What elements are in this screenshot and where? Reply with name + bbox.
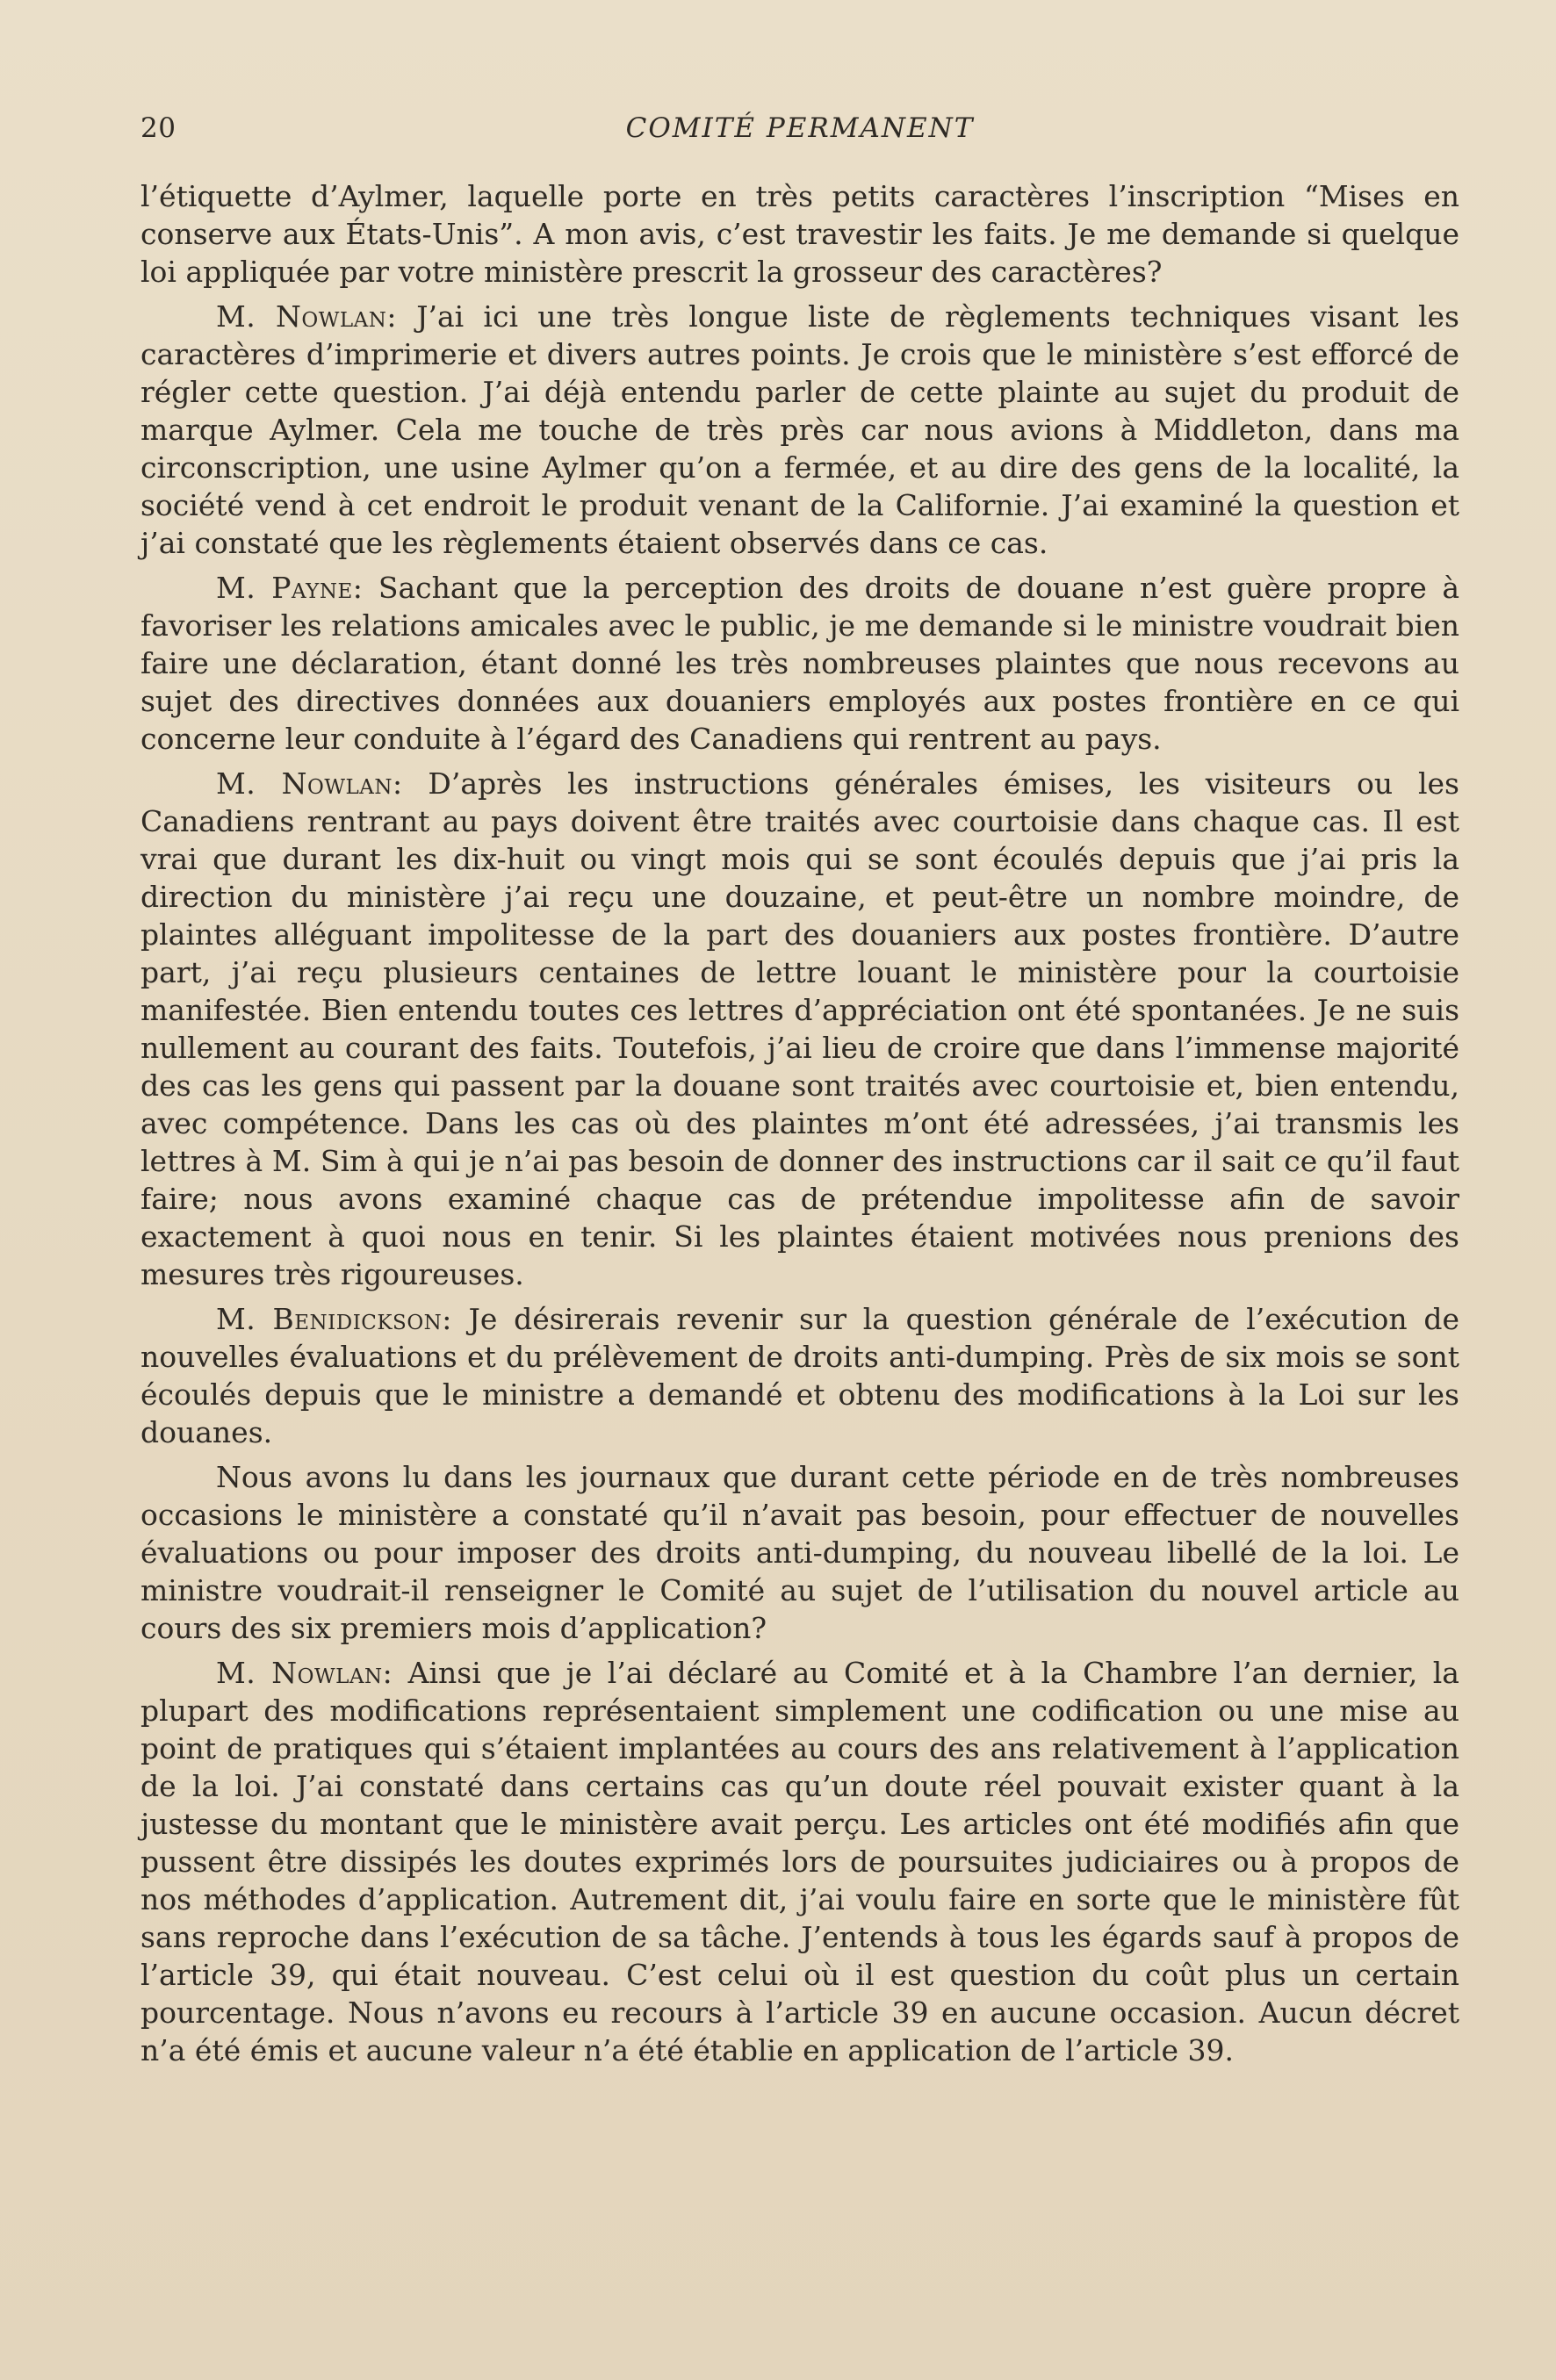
paragraph-1-text: l’étiquette d’Aylmer, laquelle porte en très petits caractères l’inscription “Mises en conserve aux États-Unis”. A mon avis, c’est travestir les faits. Je me demande si quelque loi appliquée par votre ministère prescrit la grosseur des caractères? xyxy=(140,179,1459,289)
paragraph-1 xyxy=(140,177,1459,291)
paragraph-7 xyxy=(140,1654,1459,2069)
paragraph-4-text: D’après les instructions générales émises, les visiteurs ou les Canadiens rentrant au pays doivent être traités avec courtoisie dans chaque cas. Il est vrai que durant les dix-huit ou vingt mois qui se sont écoulés depuis que j’ai pris la direction du ministère j’ai reçu une douzaine, et peut-être un nombre moindre, de plaintes alléguant impolitesse de la part des douaniers aux postes frontière. D’autre part, j’ai reçu plusieurs centaines de lettre louant le ministère pour la courtoisie manifestée. Bien entendu toutes ces lettres d’appréciation ont été spontanées. Je ne suis nullement au courant des faits. Toutefois, j’ai lieu de croire que dans l’immense majorité des cas les gens qui passent par la douane sont traités avec courtoisie et, bien entendu, avec compétence. Dans les cas où des plaintes m’ont été adressées, j’ai transmis les lettres à M. Sim à qui je n’ai pas besoin de donner des instructions car il sait ce qu’il faut faire; nous avons examiné chaque cas de prétendue impolitesse afin de savoir exactement à quoi nous en tenir. Si les plaintes étaient motivées nous prenions des mesures très rigoureuses. xyxy=(140,766,1459,1291)
paragraph-3 xyxy=(140,569,1459,758)
speaker-nowlan-3: M. Nowlan: xyxy=(216,1656,393,1690)
paragraph-5 xyxy=(140,1300,1459,1451)
speaker-nowlan: M. Nowlan: xyxy=(216,299,398,334)
paragraph-5-text: Je désirerais revenir sur la question générale de l’exécution de nouvelles évaluations et du prélèvement de droits anti-dumping. Près de six mois se sont écoulés depuis que le ministre a demandé et obtenu des modifications à la Loi sur les douanes. xyxy=(140,1302,1459,1449)
paragraph-2-text: J’ai ici une très longue liste de règlements techniques visant les caractères d’imprimerie et divers autres points. Je crois que le ministère s’est efforcé de régler cette question. J’ai déjà entendu parler de cette plainte au sujet du produit de marque Aylmer. Cela me touche de très près car nous avions à Middleton, dans ma circonscription, une usine Aylmer qu’on a fermée, et au dire des gens de la localité, la société vend à cet endroit le produit venant de la Californie. J’ai examiné la question et j’ai constaté que les règlements étaient observés dans ce cas. xyxy=(140,299,1459,560)
speaker-benidickson: M. Benidickson: xyxy=(216,1302,452,1336)
speaker-nowlan-2: M. Nowlan: xyxy=(216,766,403,801)
paragraph-2 xyxy=(140,298,1459,562)
page-number: 20 xyxy=(140,112,176,144)
speaker-payne: M. Payne: xyxy=(216,571,364,605)
paragraph-6-text: Nous avons lu dans les journaux que durant cette période en de très nombreuses occasions le ministère a constaté qu’il n’avait pas besoin, pour effectuer de nouvelles évaluations ou pour imposer des droits anti-dumping, du nouveau libellé de la loi. Le ministre voudrait-il renseigner le Comité au sujet de l’utilisation du nouvel article au cours des six premiers mois d’application? xyxy=(140,1460,1459,1645)
running-title: COMITÉ PERMANENT xyxy=(625,112,975,144)
paragraph-6 xyxy=(140,1458,1459,1647)
body-text xyxy=(140,177,1459,2069)
paragraph-7-text: Ainsi que je l’ai déclaré au Comité et à la Chambre l’an dernier, la plupart des modifications représentaient simplement une codification ou une mise au point de pratiques qui s’étaient implantées au cours des ans relativement à l’application de la loi. J’ai constaté dans certains cas qu’un doute réel pouvait exister quant à la justesse du montant que le ministère avait perçu. Les articles ont été modifiés afin que pussent être dissipés les doutes exprimés lors de poursuites judiciaires ou à propos de nos méthodes d’application. Autrement dit, j’ai voulu faire en sorte que le ministère fût sans reproche dans l’exécution de sa tâche. J’entends à tous les égards sauf à propos de l’article 39, qui était nouveau. C’est celui où il est question du coût plus un certain pourcentage. Nous n’avons eu recours à l’article 39 en aucune occasion. Aucun décret n’a été émis et aucune valeur n’a été établie en application de l’article 39. xyxy=(140,1656,1459,2067)
running-head xyxy=(140,109,1459,156)
paragraph-3-text: Sachant que la perception des droits de douane n’est guère propre à favoriser les relations amicales avec le public, je me demande si le ministre voudrait bien faire une déclaration, étant donné les très nombreuses plaintes que nous recevons au sujet des directives données aux douaniers employés aux postes frontière en ce qui concerne leur conduite à l’égard des Canadiens qui rentrent au pays. xyxy=(140,571,1459,756)
paragraph-4 xyxy=(140,765,1459,1293)
